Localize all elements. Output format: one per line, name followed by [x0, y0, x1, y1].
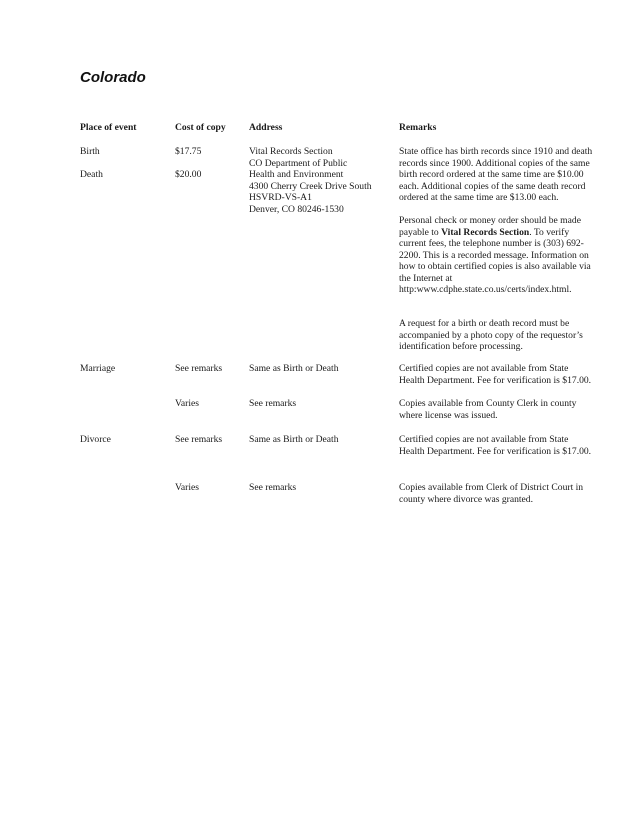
- row-divorce-district-remarks: [399, 482, 583, 505]
- row-marriage-county-address: See remarks: [249, 398, 297, 409]
- page-title: Colorado: [80, 69, 146, 86]
- birth-death-address: [249, 146, 372, 215]
- remarks-line: ordered at the same time are $13.00 each.: [399, 192, 559, 203]
- address-line: Denver, CO 80246-1530: [249, 203, 344, 215]
- address-line: Vital Records Section: [249, 146, 333, 157]
- row-marriage-cost: See remarks: [175, 363, 223, 374]
- row-birth-cost: $17.75: [175, 146, 202, 157]
- remarks-line: Certified copies are not available from State: [399, 363, 569, 374]
- remarks-line: county where divorce was granted.: [399, 493, 533, 505]
- identification-remarks: [399, 318, 583, 353]
- row-divorce-district-address: See remarks: [249, 482, 297, 493]
- row-divorce-place: Divorce: [80, 434, 111, 445]
- row-marriage-county-remarks: [399, 398, 576, 421]
- birth-death-remarks: [399, 146, 592, 204]
- column-header-cost: Cost of copy: [175, 122, 226, 133]
- remarks-line: State office has birth records since 1910 and death: [399, 146, 593, 157]
- row-death-place: Death: [80, 169, 103, 180]
- remarks-line: how to obtain certified copies is also available via: [399, 261, 591, 272]
- remarks-line: where license was issued.: [399, 409, 498, 421]
- column-header-remarks: Remarks: [399, 122, 437, 133]
- column-header-place: Place of event: [80, 122, 137, 133]
- remarks-line: 2200. This is a recorded message. Information on: [399, 249, 589, 261]
- row-death-cost: $20.00: [175, 169, 202, 180]
- row-divorce-address: Same as Birth or Death: [249, 434, 339, 445]
- remarks-line: Copies available from County Clerk in county: [399, 398, 577, 409]
- payment-remarks: [399, 215, 591, 296]
- remarks-line: Health Department. Fee for verification is $17.00.: [399, 445, 592, 457]
- remarks-line: birth record ordered at the same time are $10.00: [399, 169, 584, 180]
- remarks-text: payable to: [399, 226, 442, 238]
- address-line: 4300 Cherry Creek Drive South: [249, 180, 372, 192]
- remarks-line: the Internet at: [399, 272, 453, 284]
- website-url: http:www.cdphe.state.co.us/certs/index.html.: [399, 284, 572, 295]
- remarks-line: accompanied by a photo copy of the requestor’s: [399, 329, 583, 341]
- remarks-line: A request for a birth or death record must be: [399, 318, 570, 329]
- row-marriage-remarks: [399, 363, 591, 386]
- row-marriage-address: Same as Birth or Death: [249, 363, 339, 374]
- remarks-line: identification before processing.: [399, 341, 523, 352]
- address-line: HSVRD-VS-A1: [249, 192, 312, 203]
- remarks-line: Personal check or money order should be made: [399, 215, 581, 226]
- row-divorce-district-cost: Varies: [175, 482, 199, 493]
- address-line: Health and Environment: [249, 169, 344, 180]
- remarks-line: Copies available from Clerk of District Court in: [399, 482, 584, 493]
- row-divorce-remarks: [399, 434, 591, 457]
- remarks-text: . To verify: [529, 226, 570, 238]
- column-header-address: Address: [249, 122, 283, 133]
- row-birth-place: Birth: [80, 146, 100, 157]
- remarks-line: Health Department. Fee for verification is $17.00.: [399, 374, 592, 386]
- remarks-line: each. Additional copies of the same death record: [399, 180, 586, 192]
- remarks-line: Certified copies are not available from State: [399, 434, 569, 445]
- remarks-line: records since 1900. Additional copies of the same: [399, 157, 590, 169]
- vital-records-section-emphasis: Vital Records Section: [441, 226, 530, 238]
- remarks-line: [399, 227, 591, 239]
- row-marriage-place: Marriage: [80, 363, 116, 374]
- remarks-line: current fees, the telephone number is (303) 692-: [399, 238, 584, 249]
- row-divorce-cost: See remarks: [175, 434, 223, 445]
- row-marriage-county-cost: Varies: [175, 398, 199, 409]
- address-line: CO Department of Public: [249, 157, 348, 169]
